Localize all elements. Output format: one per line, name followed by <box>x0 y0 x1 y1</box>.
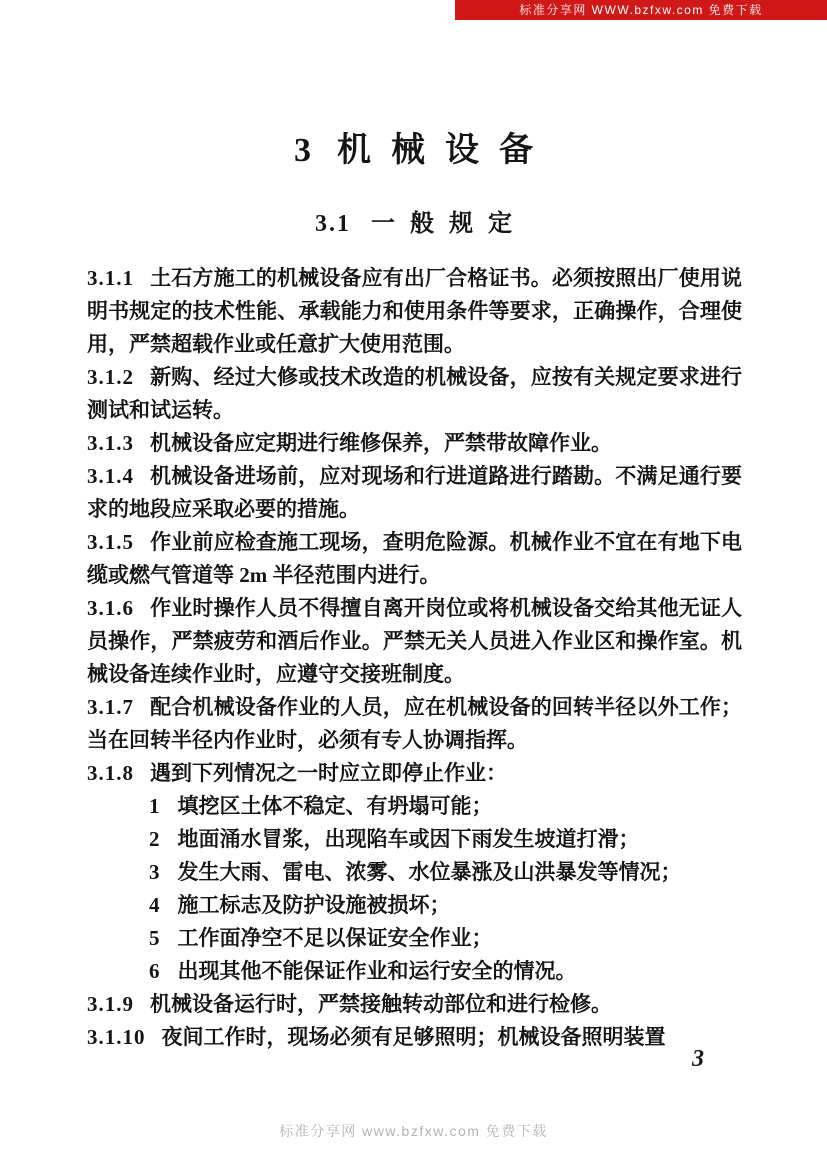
watermark-footer-link[interactable]: 标准分享网 www.bzfxw.com 免费下载 <box>279 1123 548 1139</box>
stop-condition-1 <box>87 790 742 823</box>
section-title-text: 一般规定 <box>371 211 527 237</box>
condition-text: 工作面净空不足以保证安全作业； <box>177 926 493 950</box>
condition-text: 填挖区土体不稳定、有坍塌可能； <box>177 794 493 818</box>
clause-number: 3.1.2 <box>87 365 134 389</box>
stop-condition-5 <box>87 922 742 955</box>
watermark-banner-link[interactable]: 标准分享网 WWW.bzfxw.com 免费下载 <box>455 0 827 20</box>
chapter-title-text: 机械设备 <box>337 132 553 169</box>
stop-condition-3 <box>87 856 742 889</box>
clause-number: 3.1.1 <box>87 266 134 290</box>
clause-number: 3.1.5 <box>87 530 134 554</box>
clause-text: 土石方施工的机械设备应有出厂合格证书。必须按照出厂使用说明书规定的技术性能、承载能力和使用条件等要求，正确操作，合理使用，严禁超载作业或任意扩大使用范围。 <box>87 266 742 356</box>
clause-text: 配合机械设备作业的人员，应在机械设备的回转半径以外工作；当在回转半径内作业时，必须有专人协调指挥。 <box>87 695 742 752</box>
clause-3-1-10 <box>87 1021 742 1054</box>
page-number: 3 <box>692 1046 704 1072</box>
clause-text: 机械设备运行时，严禁接触转动部位和进行检修。 <box>150 992 612 1016</box>
clause-3-1-8 <box>87 757 742 790</box>
clause-3-1-2 <box>87 361 742 427</box>
condition-text: 出现其他不能保证作业和运行安全的情况。 <box>177 959 577 983</box>
condition-text: 地面涌水冒浆，出现陷车或因下雨发生坡道打滑； <box>177 827 640 851</box>
chapter-number: 3 <box>294 132 311 169</box>
clause-3-1-7 <box>87 691 742 757</box>
clause-text: 作业前应检查施工现场，查明危险源。机械作业不宜在有地下电缆或燃气管道等 2m 半径范围内进行。 <box>87 530 742 587</box>
clause-number: 3.1.6 <box>87 596 134 620</box>
clause-text: 夜间工作时，现场必须有足够照明；机械设备照明装置 <box>161 1025 666 1049</box>
section-title <box>0 203 827 238</box>
clause-text: 新购、经过大修或技术改造的机械设备，应按有关规定要求进行测试和试运转。 <box>87 365 742 422</box>
clause-text: 机械设备进场前，应对现场和行进道路进行踏勘。不满足通行要求的地段应采取必要的措施。 <box>87 464 742 521</box>
clause-number: 3.1.8 <box>87 761 134 785</box>
clause-text: 作业时操作人员不得擅自离开岗位或将机械设备交给其他无证人员操作，严禁疲劳和酒后作业。严禁无关人员进入作业区和操作室。机械设备连续作业时，应遵守交接班制度。 <box>87 596 742 686</box>
stop-condition-2 <box>87 823 742 856</box>
stop-condition-6 <box>87 955 742 988</box>
clause-number: 3.1.9 <box>87 992 134 1016</box>
condition-number: 3 <box>149 860 160 884</box>
stop-condition-4 <box>87 889 742 922</box>
clause-number: 3.1.10 <box>87 1025 146 1049</box>
document-body <box>87 262 742 1054</box>
clause-3-1-5 <box>87 526 742 592</box>
condition-text: 发生大雨、雷电、浓雾、水位暴涨及山洪暴发等情况； <box>177 860 682 884</box>
section-number: 3.1 <box>315 211 351 237</box>
condition-text: 施工标志及防护设施被损坏； <box>177 893 451 917</box>
clause-3-1-6 <box>87 592 742 691</box>
clause-text: 机械设备应定期进行维修保养，严禁带故障作业。 <box>150 431 612 455</box>
clause-3-1-3 <box>87 427 742 460</box>
condition-number: 5 <box>149 926 160 950</box>
condition-number: 2 <box>149 827 160 851</box>
chapter-title <box>0 0 827 171</box>
clause-number: 3.1.4 <box>87 464 134 488</box>
condition-number: 4 <box>149 893 160 917</box>
clause-3-1-9 <box>87 988 742 1021</box>
clause-number: 3.1.3 <box>87 431 134 455</box>
clause-number: 3.1.7 <box>87 695 134 719</box>
condition-number: 1 <box>149 794 160 818</box>
condition-number: 6 <box>149 959 160 983</box>
clause-3-1-1 <box>87 262 742 361</box>
clause-3-1-4 <box>87 460 742 526</box>
clause-text: 遇到下列情况之一时应立即停止作业： <box>150 761 507 785</box>
